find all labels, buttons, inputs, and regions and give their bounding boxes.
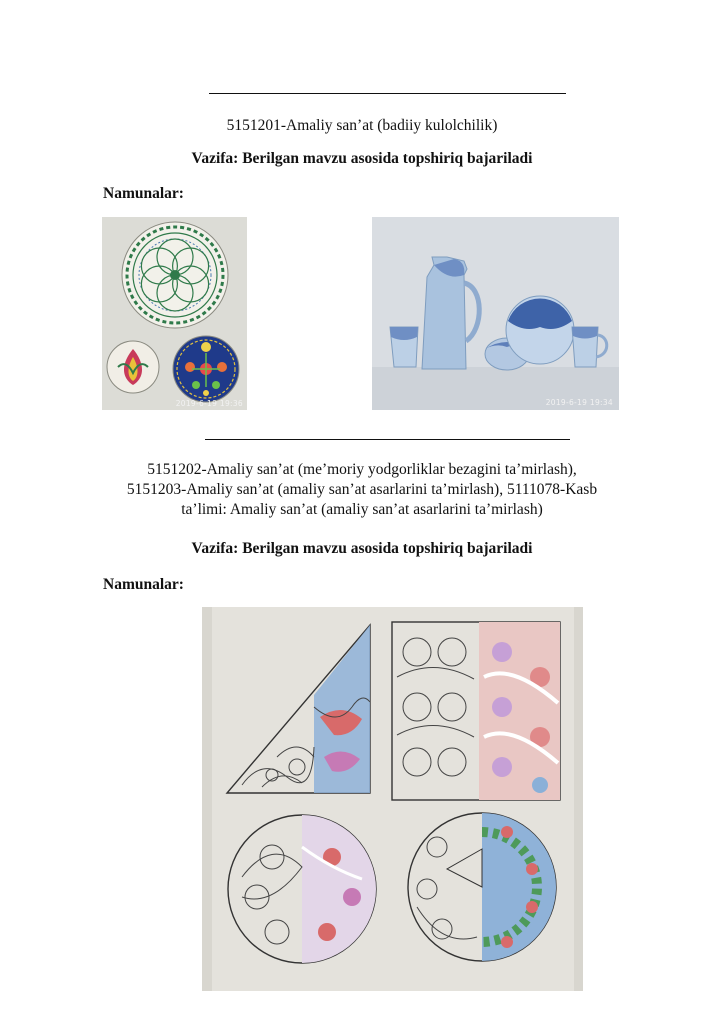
photo1-timestamp: 2019-6-19 19:36	[175, 399, 243, 408]
section1-task: Vazifa: Berilgan mavzu asosida topshiriq bajariladi	[191, 150, 533, 167]
ornament-patterns-photo	[202, 607, 583, 991]
section2-code-line3: ta’limi: Amaliy san’at (amaliy san’at asarlarini ta’mirlash)	[181, 501, 543, 518]
photo2-timestamp: 2019-6-19 19:34	[545, 398, 613, 407]
top-rule	[209, 93, 566, 94]
plates-photo	[102, 217, 247, 410]
section2-code-line1: 5151202-Amaliy san’at (me’moriy yodgorliklar bezagini ta’mirlash),	[147, 461, 577, 478]
section2-code-line2: 5151203-Amaliy san’at (amaliy san’at asarlarini ta’mirlash), 5111078-Kasb	[126, 481, 598, 498]
section2-task: Vazifa: Berilgan mavzu asosida topshiriq bajariladi	[191, 540, 533, 557]
middle-rule	[205, 439, 570, 440]
porcelain-set-photo	[372, 217, 619, 410]
section1-samples-label: Namunalar:	[103, 185, 184, 202]
section2-samples-label: Namunalar:	[103, 576, 184, 593]
section1-code-title: 5151201-Amaliy san’at (badiiy kulolchilik)	[226, 117, 498, 134]
